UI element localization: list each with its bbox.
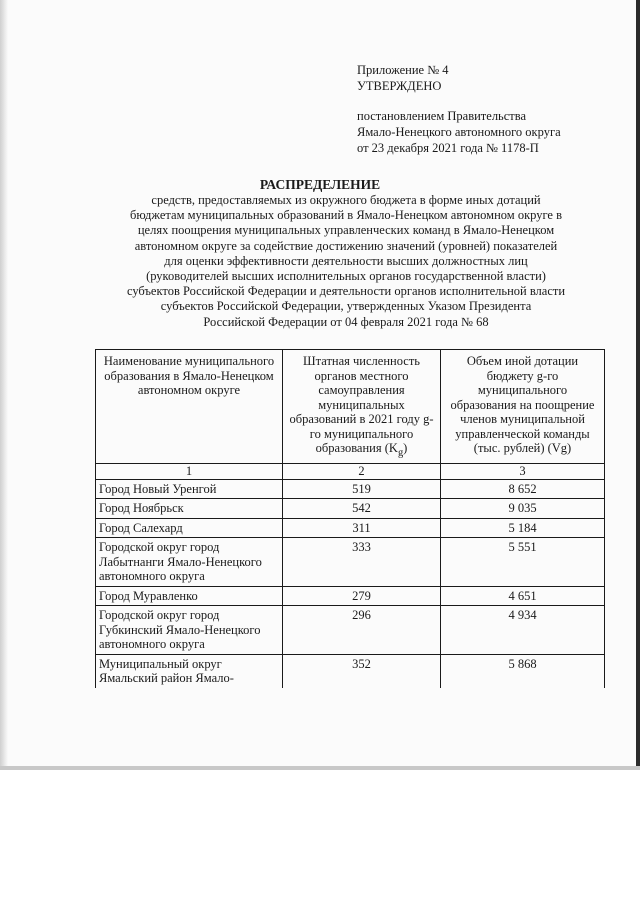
subsidy-amount: 9 035 xyxy=(441,499,605,519)
index-cell: 1 xyxy=(96,464,283,480)
header-staff-text: Штатная численность органов местного самоуправления муниципальных образований в 2021 году g-го муниципального образования (K xyxy=(289,354,434,455)
subsidy-amount: 8 652 xyxy=(441,479,605,499)
subtitle-line: для оценки эффективности деятельности высших должностных лиц xyxy=(164,253,528,268)
approval-line-3: от 23 декабря 2021 года № 1178-П xyxy=(357,141,539,155)
index-cell: 2 xyxy=(283,464,441,480)
subtitle-line: субъектов Российской Федерации и деятельности органов исполнительной власти xyxy=(126,284,566,299)
table-row xyxy=(96,586,605,606)
subsidy-amount: 5 184 xyxy=(441,518,605,538)
subsidy-amount: 4 651 xyxy=(441,586,605,606)
table-row xyxy=(96,538,605,587)
municipality-name: Город Новый Уренгой xyxy=(96,479,283,499)
table-row xyxy=(96,654,605,688)
header-subsidy-amount: Объем иной дотации бюджету g-го муниципального образования на поощрение членов муниципальной управленческой команды (тыс. рублей) (Vg) xyxy=(441,350,605,464)
header-municipality: Наименование муниципального образования в Ямало-Ненецком автономном округе xyxy=(96,350,283,464)
staff-count: 311 xyxy=(283,518,441,538)
municipality-name: Город Салехард xyxy=(96,518,283,538)
table-index-row xyxy=(96,464,605,480)
table-row xyxy=(96,518,605,538)
header-staff-close: ) xyxy=(403,441,408,455)
municipality-name: Муниципальный округ Ямальский район Ямало- xyxy=(96,654,283,688)
approved-stamp: УТВЕРЖДЕНО xyxy=(357,79,442,93)
municipality-name: Городской округ город Лабытнанги Ямало-Ненецкого автономного округа xyxy=(96,538,283,587)
subtitle-line: (руководителей высших исполнительных органов государственной власти) xyxy=(146,269,546,284)
index-cell: 3 xyxy=(441,464,605,480)
subtitle-line: средств, предоставляемых из окружного бюджета в форме иных дотаций xyxy=(151,193,541,207)
staff-count: 542 xyxy=(283,499,441,519)
table-header-row xyxy=(96,350,605,464)
subtitle-line: целях поощрения муниципальных управленческих команд в Ямало-Ненецком xyxy=(137,223,555,238)
table-row xyxy=(96,606,605,655)
approval-line-2: Ямало-Ненецкого автономного округа xyxy=(357,125,561,139)
subsidy-amount: 4 934 xyxy=(441,606,605,655)
header-staff-subscript: g xyxy=(397,447,404,459)
subtitle-line: бюджетам муниципальных образований в Ямало-Ненецком автономном округе в xyxy=(129,208,563,223)
municipality-name: Город Муравленко xyxy=(96,586,283,606)
distribution-table xyxy=(95,349,605,688)
appendix-number: Приложение № 4 xyxy=(357,63,449,77)
staff-count: 352 xyxy=(283,654,441,688)
staff-count: 519 xyxy=(283,479,441,499)
subtitle-line: Российской Федерации от 04 февраля 2021 года № 68 xyxy=(203,314,489,329)
header-staff-count xyxy=(283,350,441,464)
approval-line-1: постановлением Правительства xyxy=(357,109,527,123)
document-title: РАСПРЕДЕЛЕНИЕ xyxy=(259,177,381,192)
page-bottom-edge xyxy=(0,766,640,770)
page-shadow xyxy=(0,0,8,770)
subtitle-line: автономном округе за содействие достижению значений (уровней) показателей xyxy=(134,238,558,253)
approval-block xyxy=(357,62,561,156)
municipality-name: Городской округ город Губкинский Ямало-Ненецкого автономного округа xyxy=(96,606,283,655)
subtitle-line: субъектов Российской Федерации, утвержденных Указом Президента xyxy=(160,299,532,314)
document-subtitle xyxy=(96,193,596,330)
table-row xyxy=(96,499,605,519)
staff-count: 279 xyxy=(283,586,441,606)
table-row xyxy=(96,479,605,499)
staff-count: 296 xyxy=(283,606,441,655)
subsidy-amount: 5 551 xyxy=(441,538,605,587)
staff-count: 333 xyxy=(283,538,441,587)
subsidy-amount: 5 868 xyxy=(441,654,605,688)
municipality-name: Город Ноябрьск xyxy=(96,499,283,519)
